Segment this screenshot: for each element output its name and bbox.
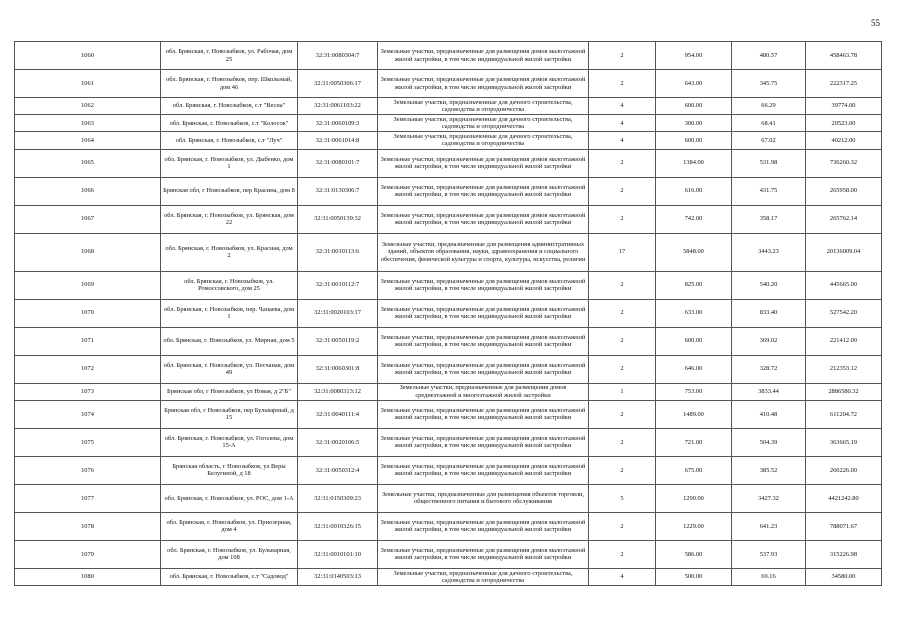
land-use-cell: Земельные участки, предназначенные для размещения домов малоэтажной жилой застройки, в том числе индивидуальной жилой застройки	[378, 299, 589, 327]
specific-value-cell: 504.39	[732, 428, 806, 456]
table-row	[15, 568, 882, 585]
row-number: 1069	[15, 271, 161, 299]
group-number-cell: 2	[589, 456, 656, 484]
cadastral-value-cell: 736260.32	[806, 149, 882, 177]
group-number-cell: 2	[589, 205, 656, 233]
area-cell: 1229.00	[656, 512, 732, 540]
row-number: 1071	[15, 327, 161, 355]
specific-value-cell: 67.02	[732, 132, 806, 149]
address-cell: обл. Брянская, г. Новозыбков, ул. Бульварная, дом 108	[161, 540, 298, 568]
table-row	[15, 428, 882, 456]
cadastral-value-cell: 20136009.04	[806, 233, 882, 271]
address-cell: обл. Брянская, г. Новозыбков, ул. Дыбенко, дом 1	[161, 149, 298, 177]
group-number-cell: 2	[589, 177, 656, 205]
group-number-cell: 17	[589, 233, 656, 271]
address-cell: обл. Брянская, г. Новозыбков, ул. Рабочая, дом 25	[161, 42, 298, 70]
row-number: 1075	[15, 428, 161, 456]
row-number: 1061	[15, 70, 161, 98]
row-number: 1070	[15, 299, 161, 327]
cadastral-number-cell: 32:31:0010112:7	[298, 271, 378, 299]
row-number: 1068	[15, 233, 161, 271]
address-cell: обл. Брянская, г. Новозыбков, ул. Приозерная, дом 4	[161, 512, 298, 540]
area-cell: 1384.00	[656, 149, 732, 177]
group-number-cell: 2	[589, 327, 656, 355]
table-row	[15, 512, 882, 540]
cadastral-number-cell: 32:31:0080304:7	[298, 42, 378, 70]
address-cell: обл. Брянская, г. Новозыбков, ул. Брянская, дом 22	[161, 205, 298, 233]
cadastral-value-cell: 34580.00	[806, 568, 882, 585]
table-row	[15, 540, 882, 568]
cadastral-value-cell: 445665.00	[806, 271, 882, 299]
cadastral-number-cell: 32:31:0060109:3	[298, 115, 378, 132]
cadastral-value-cell: 265958.00	[806, 177, 882, 205]
row-number: 1063	[15, 115, 161, 132]
cadastral-number-cell: 32:31:0050119:2	[298, 327, 378, 355]
table-row	[15, 233, 882, 271]
table-row	[15, 42, 882, 70]
area-cell: 5848.00	[656, 233, 732, 271]
specific-value-cell: 480.57	[732, 42, 806, 70]
land-use-cell: Земельные участки, предназначенные для размещения домов малоэтажной жилой застройки, в том числе индивидуальной жилой застройки	[378, 428, 589, 456]
table-row	[15, 355, 882, 383]
group-number-cell: 1	[589, 383, 656, 400]
row-number: 1078	[15, 512, 161, 540]
group-number-cell: 2	[589, 271, 656, 299]
cadastral-value-cell: 212353.12	[806, 355, 882, 383]
row-number: 1065	[15, 149, 161, 177]
cadastral-value-cell: 20523.00	[806, 115, 882, 132]
table-row	[15, 98, 882, 115]
table-row	[15, 400, 882, 428]
group-number-cell: 5	[589, 484, 656, 512]
group-number-cell: 2	[589, 42, 656, 70]
land-use-cell: Земельные участки, предназначенные для размещения домов малоэтажной жилой застройки, в том числе индивидуальной жилой застройки	[378, 42, 589, 70]
table-row	[15, 149, 882, 177]
cadastral-number-cell: 32:31:0130306:7	[298, 177, 378, 205]
specific-value-cell: 3833.44	[732, 383, 806, 400]
address-cell: Брянская обл, г Новозыбков, пер Бульварный, д 15	[161, 400, 298, 428]
specific-value-cell: 431.75	[732, 177, 806, 205]
table-row	[15, 383, 882, 400]
specific-value-cell: 345.75	[732, 70, 806, 98]
specific-value-cell: 66.29	[732, 98, 806, 115]
cadastral-value-cell: 39774.00	[806, 98, 882, 115]
area-cell: 954.00	[656, 42, 732, 70]
address-cell: обл. Брянская, г. Новозыбков, пер. Чапаева, дом 1	[161, 299, 298, 327]
area-cell: 646.00	[656, 355, 732, 383]
address-cell: обл. Брянская, г. Новозыбков, с.т "Колосок"	[161, 115, 298, 132]
cadastral-value-cell: 527542.20	[806, 299, 882, 327]
cadastral-number-cell: 32:31:0061103:22	[298, 98, 378, 115]
address-cell: обл. Брянская, г. Новозыбков, пер. Школьный, дом 46	[161, 70, 298, 98]
cadastral-number-cell: 32:31:0050312:4	[298, 456, 378, 484]
address-cell: обл. Брянская, г. Новозыбков, ул. Песчаная, дом 49	[161, 355, 298, 383]
table-row	[15, 271, 882, 299]
address-cell: Брянская область, г Новозыбков, ул Веры Белугиной, д 18	[161, 456, 298, 484]
cadastral-number-cell: 32:31:0020106:5	[298, 428, 378, 456]
group-number-cell: 4	[589, 98, 656, 115]
area-cell: 600.00	[656, 132, 732, 149]
row-number: 1060	[15, 42, 161, 70]
area-cell: 600.00	[656, 98, 732, 115]
land-use-cell: Земельные участки, предназначенные для дачного строительства, садоводства и огородничества	[378, 132, 589, 149]
area-cell: 675.00	[656, 456, 732, 484]
area-cell: 753.00	[656, 383, 732, 400]
area-cell: 721.00	[656, 428, 732, 456]
address-cell: обл. Брянская, г. Новозыбков, с.т "Весна"	[161, 98, 298, 115]
area-cell: 633.00	[656, 299, 732, 327]
land-use-cell: Земельные участки, предназначенные для размещения домов малоэтажной жилой застройки, в том числе индивидуальной жилой застройки	[378, 540, 589, 568]
specific-value-cell: 358.17	[732, 205, 806, 233]
cadastral-number-cell: 32:31:0061014:8	[298, 132, 378, 149]
specific-value-cell: 531.98	[732, 149, 806, 177]
area-cell: 742.00	[656, 205, 732, 233]
table-row	[15, 115, 882, 132]
cadastral-value-cell: 40212.00	[806, 132, 882, 149]
row-number: 1064	[15, 132, 161, 149]
group-number-cell: 4	[589, 568, 656, 585]
land-use-cell: Земельные участки, предназначенные для размещения домов малоэтажной жилой застройки, в том числе индивидуальной жилой застройки	[378, 70, 589, 98]
cadastral-value-cell: 260226.00	[806, 456, 882, 484]
cadastral-value-cell: 221412.00	[806, 327, 882, 355]
cadastral-number-cell: 32:31:0020103:17	[298, 299, 378, 327]
cadastral-number-cell: 32:31:0040111:4	[298, 400, 378, 428]
land-use-cell: Земельные участки, предназначенные для размещения домов малоэтажной жилой застройки, в том числе индивидуальной жилой застройки	[378, 355, 589, 383]
land-use-cell: Земельные участки, предназначенные для размещения домов малоэтажной жилой застройки, в том числе индивидуальной жилой застройки	[378, 327, 589, 355]
cadastral-value-cell: 315226.98	[806, 540, 882, 568]
area-cell: 586.00	[656, 540, 732, 568]
table-row	[15, 299, 882, 327]
area-cell: 643.00	[656, 70, 732, 98]
cadastral-number-cell: 32:31:0010326:15	[298, 512, 378, 540]
row-number: 1067	[15, 205, 161, 233]
address-cell: обл. Брянская, г. Новозыбков, ул. Ромоссовского, дом 25	[161, 271, 298, 299]
area-cell: 500.00	[656, 568, 732, 585]
specific-value-cell: 540.20	[732, 271, 806, 299]
land-use-cell: Земельные участки, предназначенные для дачного строительства, садоводства и огородничества	[378, 98, 589, 115]
table-row	[15, 132, 882, 149]
group-number-cell: 2	[589, 355, 656, 383]
table-row	[15, 70, 882, 98]
land-use-cell: Земельные участки, предназначенные для размещения домов малоэтажной жилой застройки, в том числе индивидуальной жилой застройки	[378, 400, 589, 428]
area-cell: 1290.00	[656, 484, 732, 512]
address-cell: Брянская обл, г Новозыбков, ул Новая, д 2"Б"	[161, 383, 298, 400]
group-number-cell: 4	[589, 115, 656, 132]
area-cell: 825.00	[656, 271, 732, 299]
row-number: 1080	[15, 568, 161, 585]
table-body	[15, 42, 882, 586]
area-cell: 300.00	[656, 115, 732, 132]
cadastral-value-cell: 788071.67	[806, 512, 882, 540]
row-number: 1062	[15, 98, 161, 115]
group-number-cell: 2	[589, 428, 656, 456]
specific-value-cell: 833.40	[732, 299, 806, 327]
land-use-cell: Земельные участки, предназначенные для размещения административных зданий, объектов образования, науки, здравоохранения и социального обеспечения, физической культуры и спорта, культуры, искусства, религии	[378, 233, 589, 271]
row-number: 1073	[15, 383, 161, 400]
cadastral-number-cell: 32:31:0150309:23	[298, 484, 378, 512]
group-number-cell: 2	[589, 512, 656, 540]
table-row	[15, 456, 882, 484]
cadastral-value-cell: 363665.19	[806, 428, 882, 456]
address-cell: обл. Брянская, г. Новозыбков, с.т "Садовод"	[161, 568, 298, 585]
page-number: 55	[871, 18, 880, 28]
specific-value-cell: 385.52	[732, 456, 806, 484]
cadastral-value-cell: 4421242.80	[806, 484, 882, 512]
specific-value-cell: 3427.32	[732, 484, 806, 512]
table-row	[15, 177, 882, 205]
land-use-cell: Земельные участки, предназначенные для дачного строительства, садоводства и огородничества	[378, 568, 589, 585]
table-row	[15, 205, 882, 233]
land-use-cell: Земельные участки, предназначенные для размещения домов малоэтажной жилой застройки, в том числе индивидуальной жилой застройки	[378, 205, 589, 233]
specific-value-cell: 69.16	[732, 568, 806, 585]
specific-value-cell: 410.48	[732, 400, 806, 428]
cadastral-value-cell: 2886580.32	[806, 383, 882, 400]
land-use-cell: Земельные участки, предназначенные для размещения домов малоэтажной жилой застройки, в том числе индивидуальной жилой застройки	[378, 271, 589, 299]
land-use-cell: Земельные участки, предназначенные для размещения домов малоэтажной жилой застройки, в том числе индивидуальной жилой застройки	[378, 149, 589, 177]
group-number-cell: 2	[589, 400, 656, 428]
group-number-cell: 2	[589, 149, 656, 177]
area-cell: 1489.00	[656, 400, 732, 428]
row-number: 1077	[15, 484, 161, 512]
address-cell: обл. Брянская, г. Новозыбков, с.т "Луч"	[161, 132, 298, 149]
land-use-cell: Земельные участки, предназначенные для размещения домов малоэтажной жилой застройки, в том числе индивидуальной жилой застройки	[378, 512, 589, 540]
address-cell: обл. Брянская, г. Новозыбков, ул. Красная, дом 2	[161, 233, 298, 271]
cadastral-value-cell: 222317.25	[806, 70, 882, 98]
land-use-cell: Земельные участки, предназначенные для размещения объектов торговли, общественного питания и бытового обслуживания	[378, 484, 589, 512]
area-cell: 616.00	[656, 177, 732, 205]
row-number: 1076	[15, 456, 161, 484]
cadastral-value-cell: 458463.78	[806, 42, 882, 70]
cadastral-number-cell: 32:31:0010113:6	[298, 233, 378, 271]
specific-value-cell: 369.02	[732, 327, 806, 355]
specific-value-cell: 641.23	[732, 512, 806, 540]
specific-value-cell: 328.72	[732, 355, 806, 383]
table-row	[15, 484, 882, 512]
address-cell: обл. Брянская, г. Новозыбков, ул. Мирная, дом 5	[161, 327, 298, 355]
row-number: 1072	[15, 355, 161, 383]
group-number-cell: 2	[589, 70, 656, 98]
cadastral-value-table	[14, 41, 882, 586]
specific-value-cell: 3443.23	[732, 233, 806, 271]
land-use-cell: Земельные участки, предназначенные для размещения домов среднеэтажной и многоэтажной жилой застройки	[378, 383, 589, 400]
cadastral-value-cell: 611204.72	[806, 400, 882, 428]
group-number-cell: 4	[589, 132, 656, 149]
cadastral-number-cell: 32:31:0060301:8	[298, 355, 378, 383]
land-use-cell: Земельные участки, предназначенные для размещения домов малоэтажной жилой застройки, в том числе индивидуальной жилой застройки	[378, 456, 589, 484]
cadastral-number-cell: 32:31:0050139:32	[298, 205, 378, 233]
row-number: 1074	[15, 400, 161, 428]
cadastral-value-cell: 265762.14	[806, 205, 882, 233]
area-cell: 600.00	[656, 327, 732, 355]
cadastral-number-cell: 32:31:0140503:13	[298, 568, 378, 585]
cadastral-number-cell: 32:31:0080101:7	[298, 149, 378, 177]
row-number: 1066	[15, 177, 161, 205]
address-cell: обл. Брянская, г. Новозыбков, ул. Гоголева, дом 15-А	[161, 428, 298, 456]
table-row	[15, 327, 882, 355]
specific-value-cell: 537.93	[732, 540, 806, 568]
address-cell: обл. Брянская, г. Новозыбков, ул. РОС, дом 1-А	[161, 484, 298, 512]
land-use-cell: Земельные участки, предназначенные для дачного строительства, садоводства и огородничества	[378, 115, 589, 132]
cadastral-number-cell: 32:31:0050306:17	[298, 70, 378, 98]
address-cell: Брянская обл, г Новозыбков, пер Красина, дом 8	[161, 177, 298, 205]
specific-value-cell: 68.41	[732, 115, 806, 132]
row-number: 1079	[15, 540, 161, 568]
cadastral-number-cell: 32:31:0080313:12	[298, 383, 378, 400]
land-use-cell: Земельные участки, предназначенные для размещения домов малоэтажной жилой застройки, в том числе индивидуальной жилой застройки	[378, 177, 589, 205]
group-number-cell: 2	[589, 540, 656, 568]
cadastral-number-cell: 32:31:0010101:10	[298, 540, 378, 568]
group-number-cell: 2	[589, 299, 656, 327]
